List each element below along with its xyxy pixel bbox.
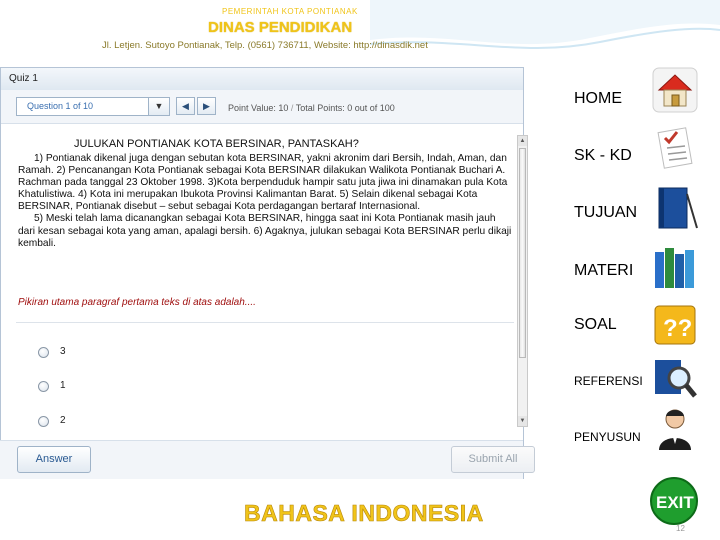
menu-skkd-label[interactable]: SK - KD (574, 147, 632, 164)
scroll-up-icon[interactable]: ▲ (519, 138, 526, 144)
exit-label: EXIT (656, 493, 694, 512)
answer-button[interactable]: Answer (17, 446, 91, 473)
prev-arrow-icon: ◀ (182, 101, 189, 111)
checklist-icon[interactable] (651, 124, 699, 172)
book-icon[interactable] (651, 184, 699, 232)
header-agency: PEMERINTAH KOTA PONTIANAK (222, 7, 358, 16)
quiz-window (0, 67, 524, 479)
header-wave-decoration (370, 0, 720, 60)
menu-soal-label[interactable]: SOAL (574, 316, 617, 333)
points-info (228, 103, 395, 113)
prev-question-button[interactable] (176, 97, 195, 115)
points-separator: / (290, 103, 296, 113)
scroll-down-icon[interactable]: ▼ (519, 418, 526, 424)
total-points: Total Points: 0 out of 100 (295, 103, 395, 113)
option-label-1: 3 (60, 346, 66, 357)
menu-tujuan-label[interactable]: TUJUAN (574, 204, 638, 221)
home-icon[interactable] (651, 66, 699, 114)
next-question-button[interactable] (197, 97, 216, 115)
menu-penyusun-label[interactable]: PENYUSUN (574, 430, 641, 444)
menu-materi-label[interactable]: MATERI (574, 262, 634, 279)
menu-referensi-label[interactable]: REFERENSI (574, 374, 643, 388)
svg-text:??: ?? (663, 315, 693, 342)
header-department: DINAS PENDIDIKAN (208, 19, 353, 36)
next-arrow-icon: ▶ (203, 101, 210, 111)
quiz-title: Quiz 1 (1, 68, 523, 91)
scroll-thumb[interactable] (519, 148, 526, 358)
option-radio-3[interactable] (38, 416, 49, 427)
question-select[interactable] (16, 97, 170, 116)
point-value: Point Value: 10 (228, 103, 289, 113)
question-paragraph-1: 1) Pontianak dikenal juga dengan sebutan kota BERSINAR, yakni akronim dari Bersih, Indah, Aman, dan Ramah. 2) Pencanangan Kota Pontianak sebagai Kota BERSINAR dilakukan Walikota Pontianak Buchari A. Rachman pada tanggal 23 Oktober 1998. 3)Kota berpenduduk hampir satu juta jiwa ini dinamakan pula Kota Khatulistiwa. 4) Kota ini merupakan Ibukota Provinsi Kalimantan Barat. 5) Selain dikenal sebagai Kota BERSINAR, Pontianak disebut – sebut sebagai Kota perdagangan bertaraf Internasional. (18, 153, 508, 213)
question-scrollbar[interactable] (517, 135, 528, 427)
question-body (18, 153, 512, 250)
page-number: 12 (676, 524, 685, 533)
submit-all-button[interactable]: Submit All (451, 446, 535, 473)
option-label-2: 1 (60, 380, 66, 391)
menu-home-label[interactable]: HOME (574, 90, 622, 107)
question-select-value: Question 1 of 10 (27, 101, 94, 111)
chevron-down-icon[interactable]: ▼ (148, 98, 169, 115)
subject-title: BAHASA INDONESIA (244, 500, 484, 526)
magnifier-icon[interactable] (651, 356, 699, 404)
question-prompt: Pikiran utama paragraf pertama teks di atas adalah.... (18, 297, 256, 308)
option-label-3: 2 (60, 415, 66, 426)
question-icon[interactable] (651, 300, 699, 348)
option-radio-2[interactable] (38, 381, 49, 392)
option-radio-1[interactable] (38, 347, 49, 358)
divider (16, 322, 514, 323)
exit-button[interactable] (646, 476, 702, 526)
books-icon[interactable] (651, 244, 699, 292)
header-address: Jl. Letjen. Sutoyo Pontianak, Telp. (0561) 736711, Website: http://dinasdik.net (102, 40, 428, 51)
question-paragraph-2: 5) Meski telah lama dicanangkan sebagai Kota BERSINAR, hingga saat ini Kota Pontianak masih jauh dari kesan sebagai kota yang aman, apalagi bersih. 6) Agaknya, julukan sebagai Kota BERSINAR perlu dikaji kembali. (18, 213, 512, 249)
person-icon[interactable] (651, 404, 699, 452)
question-title: JULUKAN PONTIANAK KOTA BERSINAR, PANTASKAH? (74, 138, 359, 150)
